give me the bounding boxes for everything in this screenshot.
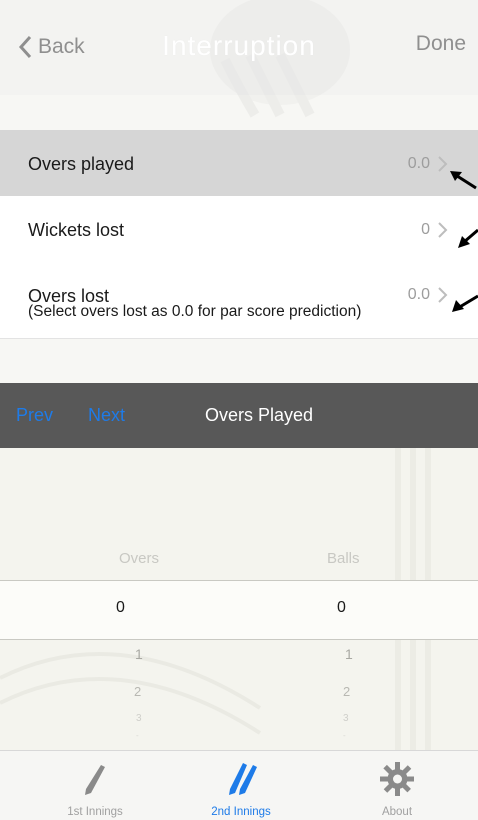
done-button[interactable]: Done	[415, 32, 466, 55]
cricket-bat-icon	[75, 759, 115, 799]
balls-column-header: Balls	[327, 550, 360, 567]
crossed-bats-icon	[221, 759, 261, 799]
arrow-icon	[450, 290, 478, 314]
overs-column-header: Overs	[119, 550, 160, 567]
row-label: Wickets lost	[28, 220, 125, 240]
balls-option[interactable]: 3	[343, 713, 349, 724]
tab-label: 1st Innings	[67, 806, 123, 818]
balls-selected-value[interactable]: 0	[337, 599, 346, 616]
tab-2nd-innings[interactable]	[166, 751, 316, 820]
gear-icon	[377, 759, 417, 799]
navigation-bar	[0, 0, 478, 95]
overs-selected-value[interactable]: 0	[116, 599, 125, 616]
prev-button[interactable]: Prev	[16, 405, 54, 425]
row-value: 0	[421, 221, 430, 238]
overs-played-row[interactable]	[0, 130, 478, 196]
tab-label: About	[381, 806, 413, 818]
row-value: 0.0	[407, 286, 430, 303]
wickets-lost-row[interactable]	[0, 196, 478, 262]
tab-bar	[0, 750, 478, 820]
arrow-icon	[448, 168, 478, 192]
overs-lost-row[interactable]	[0, 262, 478, 339]
picker-toolbar	[0, 383, 478, 448]
overs-picker[interactable]	[0, 448, 478, 750]
overs-option[interactable]: 3	[136, 713, 142, 724]
overs-option[interactable]: 2	[134, 684, 142, 699]
balls-option[interactable]: 1	[345, 646, 353, 662]
row-label: Overs played	[28, 154, 135, 174]
tab-about[interactable]	[322, 751, 472, 820]
selection-band	[0, 580, 478, 640]
tab-1st-innings[interactable]	[20, 751, 170, 820]
next-button[interactable]: Next	[88, 405, 126, 425]
chevron-right-icon	[436, 286, 450, 304]
row-label: Overs lost	[28, 286, 110, 306]
row-value: 0.0	[407, 155, 430, 172]
balls-option[interactable]: -	[343, 731, 346, 740]
page-title: Interruption	[162, 30, 316, 61]
overs-option[interactable]: -	[136, 731, 139, 740]
chevron-right-icon	[436, 221, 450, 239]
arrow-icon	[456, 226, 478, 250]
balls-option[interactable]: 2	[343, 684, 351, 699]
toolbar-title: Overs Played	[204, 405, 314, 425]
overs-option[interactable]: 1	[135, 646, 143, 662]
back-label: Back	[38, 35, 85, 58]
row-note: (Select overs lost as 0.0 for par score prediction)	[28, 303, 362, 320]
tab-label: 2nd Innings	[211, 806, 271, 818]
